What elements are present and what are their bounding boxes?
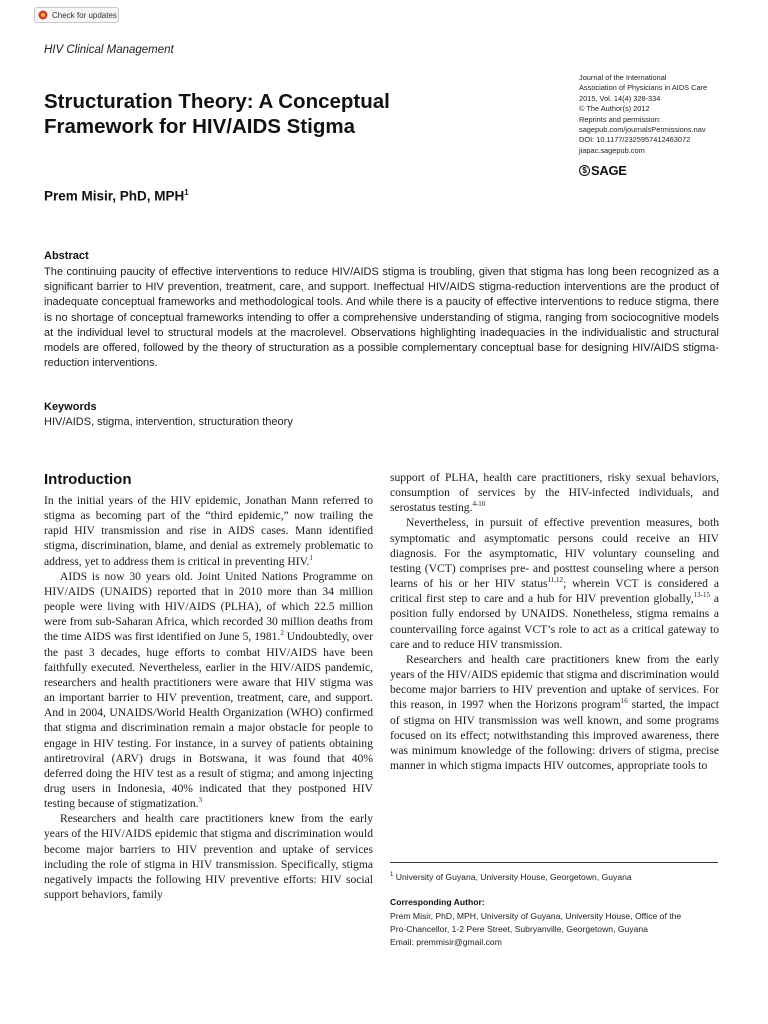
paragraph: Researchers and health care practitioners knew from the early years of the HIV/AIDS epidemic that stigma and discrimination would become major barriers to HIV prevention and uptake of services. For this reason, in 1997 when the Horizons program$^{16}$ started, the impact of stigma on HIV transmission was well known, and some programs focused on its effect; notwithstanding this improved awareness, there was minimum knowledge of the following: drivers of stigma, precise manner in which stigma impacts HIV outcomes, appropriate tools to <box>390 652 719 772</box>
title-line: Framework for HIV/AIDS Stigma <box>44 115 355 138</box>
citation: 3 <box>198 796 203 805</box>
article-title <box>44 89 564 139</box>
introduction-heading: Introduction <box>44 471 132 488</box>
footnote-divider <box>390 862 718 863</box>
right-column <box>390 470 719 773</box>
section-label: HIV Clinical Management <box>44 44 174 56</box>
keywords-heading: Keywords <box>44 401 97 413</box>
corresponding-line: Pro-Chancellor, 1-2 Pere Street, Subryanville, Georgetown, Guyana <box>390 924 648 934</box>
title-line: Structuration Theory: A Conceptual <box>44 90 390 113</box>
journal-info-line: DOI: 10.1177/2325957412463072 <box>579 135 691 145</box>
journal-info-line: Association of Physicians in AIDS Care <box>579 83 708 93</box>
author-line <box>44 188 189 204</box>
footnote-text: University of Guyana, University House, Georgetown, Guyana <box>395 872 632 882</box>
crossmark-icon <box>38 10 48 20</box>
paragraph: support of PLHA, health care practitioners, risky sexual behaviors, consumption of services by the HIV-infected individuals, and serostatus testing.$^{4-10}$ <box>390 471 719 515</box>
abstract-heading: Abstract <box>44 250 89 262</box>
journal-info-line: Reprints and permission: <box>579 114 661 124</box>
citation: 11,12 <box>547 576 564 585</box>
corresponding-author-heading: Corresponding Author: <box>390 897 485 907</box>
citation: 13-15 <box>693 591 710 600</box>
footnote-mark: 1 <box>390 872 394 879</box>
sage-logo-icon: $ <box>579 165 590 176</box>
paragraph: Researchers and health care practitioners knew from the early years of the HIV/AIDS epidemic that stigma and discrimination would become major barriers to HIV prevention and uptake of services including the role of stigma in HIV transmission. Specifically, stigma negatively impacts the following HIV preventive efforts: HIV social support behaviors, family <box>44 812 373 902</box>
journal-info-line: © The Author(s) 2012 <box>579 104 650 114</box>
affiliation-footnote <box>390 872 632 882</box>
publisher-name: SAGE <box>591 163 627 178</box>
citation: 1 <box>309 553 313 562</box>
corresponding-line: Prem Misir, PhD, MPH, University of Guyana, University House, Office of the <box>390 911 682 921</box>
paragraph: In the initial years of the HIV epidemic, Jonathan Mann referred to stigma as becoming part of the “third epidemic,” now trailing the rapid HIV transmission and rise in AIDS cases. Mann identified stigma, discrimination, blame, and denial as extremely problematic to address, yet to address them is critical in preventing HIV.$^1$ <box>44 494 373 568</box>
journal-info-line: Journal of the International <box>579 73 667 82</box>
journal-info-line: jiapac.sagepub.com <box>579 145 645 155</box>
check-for-updates-label: Check for updates <box>52 10 117 20</box>
journal-info <box>579 73 759 156</box>
citation: 4-10 <box>472 500 486 509</box>
keywords-text: HIV/AIDS, stigma, intervention, structuration theory <box>44 416 293 428</box>
citation: 2 <box>280 629 284 638</box>
abstract-text: The continuing paucity of effective interventions to reduce HIV/AIDS stigma is troubling, given that stigma has long been recognized as a significant barrier to HIV prevention, treatment, care, and support. Ineffectual HIV/AIDS stigma-reduction interventions are the product of inadequate conceptual frameworks and methodological tools. And while there is a paucity of effective interventions to reduce stigma, there is no shortage of conceptual frameworks intending to offer a comprehensive understanding of stigma, ranging from sociocognitive models at the individual level to structural models at the macrolevel. Observations highlighting inadequacies in the individualistic and structural models are offered, followed by the theory of structuration as a possible complementary conceptual base for designing HIV/AIDS stigma-reduction interventions. <box>44 266 719 370</box>
corresponding-author-details <box>390 910 720 949</box>
journal-info-line: sagepub.com/journalsPermissions.nav <box>579 125 706 135</box>
left-column <box>44 493 373 902</box>
journal-info-line: 2015, Vol. 14(4) 328-334 <box>579 93 661 103</box>
paragraph: Nevertheless, in pursuit of effective prevention measures, both symptomatic and asymptomatic persons could receive an HIV diagnosis. For the asymptomatic, HIV voluntary counseling and testing (VCT) comprises pre- and posttest counseling where a person learns of his or her HIV status$^{11,12}$; wherein VCT is considered a critical first step to care and a hub for HIV prevention globally,$^{13-15}$ a position fully endorsed by UNAIDS. Nonetheless, stigma remains a countervailing force against VCT’s role to act as a critical gateway to care and to reduce HIV transmission. <box>390 516 720 651</box>
paragraph: AIDS is now 30 years old. Joint United Nations Programme on HIV/AIDS (UNAIDS) reported that in 2010 more than 34 million people were living with HIV/AIDS (PLHA), of which 22.5 million were from sub-Saharan Africa, which recorded 30 million deaths from the time AIDS was first identified on June 5, 1981.$^2$ Undoubtedly, over the past 3 decades, huge efforts to combat HIV/AIDS have been faithfully executed. Nevertheless, earlier in the HIV/AIDS pandemic, researchers and health practitioners were aware that HIV stigma was an important barrier to HIV prevention, treatment, care, and support. And in 2004, UNAIDS/World Health Organization (WHO) confirmed that stigma and discrimination remain a major obstacle for people to engage in HIV testing. For instance, in a survey of patients obtaining antiretroviral (ARV) drugs in Botswana, it was found that 40% deferred doing the HIV test as a result of stigma; and among injecting drug users in Indonesia, 40% indicated that they postponed HIV testing because of stigmatization.$^3$ <box>44 569 373 811</box>
corresponding-email: Email: premmisir@gmail.com <box>390 937 502 947</box>
affiliation-mark: 1 <box>184 188 189 197</box>
check-for-updates-button[interactable] <box>34 7 119 23</box>
publisher-logo <box>579 163 627 178</box>
citation: 16 <box>620 697 628 706</box>
author-name: Prem Misir, PhD, MPH <box>44 188 185 204</box>
